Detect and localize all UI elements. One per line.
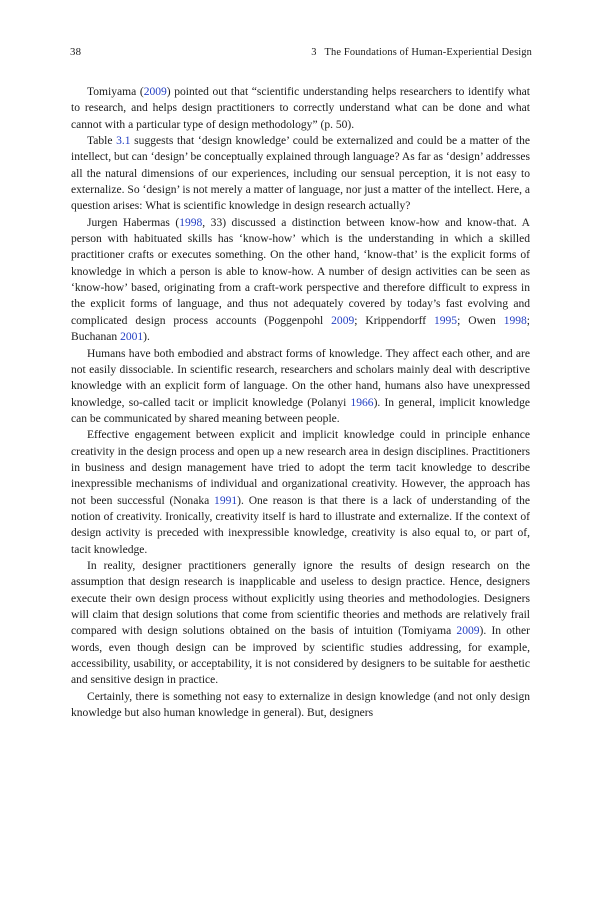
paragraph-text: ). — [143, 331, 150, 344]
citation-link[interactable]: 1998 — [179, 216, 203, 229]
paragraph-text: ; Krippendorff — [354, 314, 434, 327]
paragraph-text: ). One reason is that there is a lack of understanding of the notion of creativity. Ironically, creativity itself is hard to illustrate and externalize. If the context of design activity is preceded with inexpressible knowledge, creativity is also equal to, or part of, tacit knowledge. — [71, 494, 530, 556]
paragraph-text: In reality, designer practitioners generally ignore the results of design research on the assumption that design research is inapplicable and useless to design practice. Hence, designers execute their own design process without explicitly using theories and methodologies. Designers will claim that design solutions that come from scientific theories and methods are relatively frail compared with design solutions obtained on the basis of intuition (Tomiyama — [71, 559, 530, 638]
paragraph-text: ( — [139, 86, 144, 98]
citation-link[interactable]: 3.1 — [116, 135, 131, 148]
citation-link[interactable]: 2009 — [143, 86, 167, 98]
citation-link[interactable]: 1991 — [214, 494, 238, 507]
body-paragraph — [71, 215, 530, 346]
paragraph-text: ; Owen — [457, 314, 504, 327]
paragraph-text: Tomiyama — [87, 86, 140, 98]
body-paragraph — [71, 84, 530, 133]
paragraph-text: ) pointed out that “scientific understanding helps researchers to identify what to research, and helps design practitioners to correctly understand what can be done and what cannot with a particular type of design methodology” (p. 50). — [71, 86, 531, 131]
paragraph-text: suggests that ‘design knowledge’ could be externalized and could be a matter of the intellect, but can ‘design’ be conceptually explained through language? As far as ‘design’ addresses all the natural dimensions of our experiences, including our sensual perception, it is not easy to externalize. So ‘design’ is not merely a matter of language, nor just a matter of the intellect. Here, a question arises: What is scientific knowledge in design research actually? — [71, 135, 530, 213]
citation-link[interactable]: 1995 — [433, 314, 458, 327]
paragraph-text: Humans have both embodied and abstract forms of knowledge. They affect each other, and are not easily dissociable. In scientific research, researchers and scholars mainly deal with descriptive knowledge with an explicit form of language. On the other hand, humans also have unexpressed knowledge, so-called tacit or implicit knowledge (Polanyi — [71, 347, 530, 409]
page-number: 38 — [70, 46, 82, 58]
citation-link[interactable]: 1966 — [350, 396, 374, 409]
citation-link[interactable]: 2001 — [120, 331, 144, 344]
citation-link[interactable]: 2009 — [456, 625, 480, 638]
paragraph-text: Table — [87, 135, 117, 148]
body-paragraph — [71, 346, 530, 428]
body-paragraph — [71, 558, 530, 689]
chapter-title: The Foundations of Human-Experiential Design — [324, 47, 532, 58]
body-paragraph — [71, 427, 530, 558]
paragraph-text: , 33) discussed a distinction between know-how and know-that. A person with habituated skills has ‘know-how’ which is the understanding in which a skilled practitioner crafts or executes something. On the other hand, ‘know-that’ is the explicit forms of knowledge in which a person is able to know-how. A number of design activities can be seen as ‘know-how’ based, originating from a craft-work perspective and therefore difficult to express in the explicit forms of language, and thus not adequately covered by today’s fast evolving and complicated design process accounts (Poggenpohl — [71, 216, 530, 327]
citation-link[interactable]: 2009 — [331, 314, 355, 327]
paragraph-text: Effective engagement between explicit and implicit knowledge could in principle enhance creativity in the design process and open up a new research area in design disciplines. Practitioners in business and design management have tried to adopt the term tacit knowledge to describe inexpressible mechanisms of individual and organizational creativity. However, the approach has not been successful (Nonaka — [71, 429, 530, 507]
body-paragraph — [71, 133, 530, 215]
paragraph-text: ). In other words, even though design can be improved by scientific studies addressing, for example, accessibility, usability, or acceptability, it is not considered by designers to be suitable for aesthetic and sensitive design in practice. — [71, 625, 530, 687]
citation-link[interactable]: 1998 — [503, 314, 527, 327]
paragraph-text: ; Buchanan — [71, 314, 530, 344]
running-head-title — [311, 47, 532, 58]
body-text-column — [71, 84, 530, 721]
chapter-number: 3 — [311, 47, 317, 58]
paragraph-text: ). In general, implicit knowledge can be communicated by shared meaning between people. — [71, 396, 530, 425]
paragraph-text: Certainly, there is something not easy to externalize in design knowledge (and not only design knowledge but also human knowledge in general). But, designers — [71, 690, 530, 720]
paragraph-text: Jurgen Habermas ( — [87, 216, 180, 229]
body-paragraph — [71, 689, 530, 722]
running-head — [70, 46, 532, 58]
